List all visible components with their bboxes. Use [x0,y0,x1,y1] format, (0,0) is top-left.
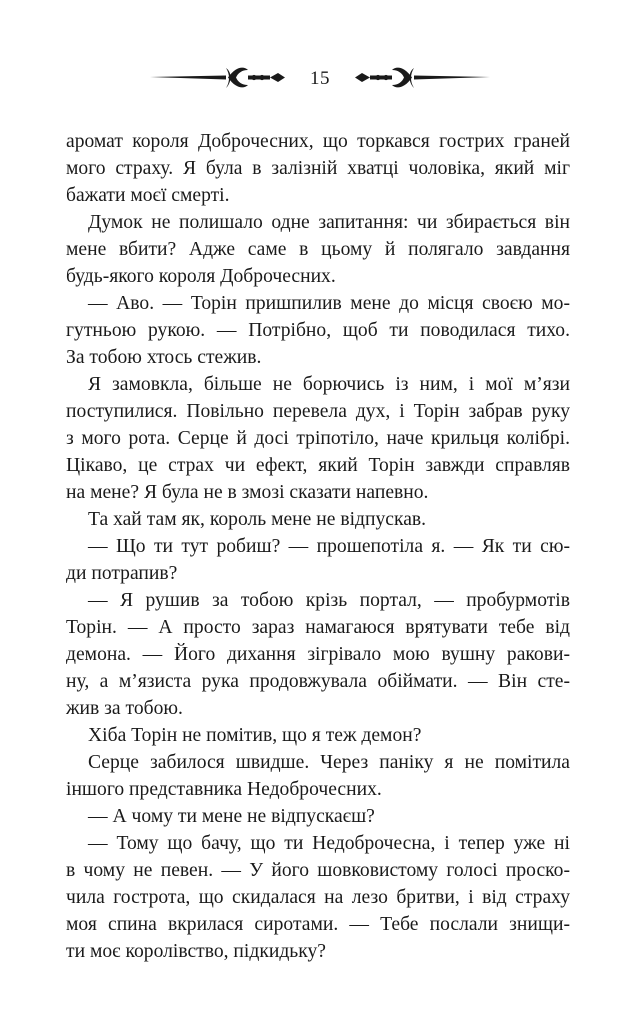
text-line: Хіба Торін не помітив, що я теж демон? [88,725,422,746]
text-line: ди потрапив? [66,563,178,584]
text-line: — А чому ти мене не відпускаєш? [88,806,375,827]
text-line: мого страху. Я була в залізній хватці чоловіка, який міг [66,158,570,179]
text-line: в чому не певен. — У його шовковистому голосі проско- [66,860,570,881]
text-line: Цікаво, це страх чи ефект, який Торін завжди справляв [66,455,570,476]
text-line: демона. — Його дихання зігрівало мою вушну ракови- [66,644,570,665]
text-line: — Я рушив за тобою крізь портал, — пробурмотів [88,590,570,611]
text-line: Та хай там як, король мене не відпускав. [88,509,427,530]
text-line: іншого представника Недоброчесних. [66,779,382,800]
text-line: — Тому що бачу, що ти Недоброчесна, і тепер уже ні [88,833,570,854]
text-line: з мого рота. Серце й досі тріпотіло, наче крильця колібрі. [66,428,570,449]
sword-ornament-icon [352,58,492,98]
text-line: Торін. — А просто зараз намагаюся врятувати тебе від [66,617,570,638]
text-line: моя спина вкрилася сиротами. — Тебе послали знищи- [66,914,570,935]
text-line: — Аво. — Торін пришпилив мене до місця своєю мо- [88,293,570,314]
text-line: аромат короля Доброчесних, що торкався гострих граней [66,131,570,152]
page-header [0,58,640,98]
text-line: поступилися. Повільно перевела дух, і Торін забрав руку [66,401,570,422]
page-number: 15 [310,68,330,89]
body-text [66,128,570,965]
text-line: бажати моєї смерті. [66,185,230,206]
text-line: мене вбити? Адже саме в цьому й полягало завдання [66,239,570,260]
sword-ornament-icon [148,58,288,98]
text-line: чила гострота, що скидалася на лезо бритви, і від страху [66,887,570,908]
text-line: гутньою рукою. — Потрібно, щоб ти поводилася тихо. [66,320,570,341]
text-line: на мене? Я була не в змозі сказати напевно. [66,482,429,503]
text-line: жив за тобою. [66,698,183,719]
text-line: Серце забилося швидше. Через паніку я не помітила [88,752,570,773]
text-line: будь-якого короля Доброчесних. [66,266,336,287]
text-line: — Що ти тут робиш? — прошепотіла я. — Як ти сю- [88,536,570,557]
text-line: ну, а м’язиста рука продовжувала обіймати. — Він сте- [66,671,570,692]
text-line: Я замовкла, більше не борючись із ним, і мої м’язи [88,374,570,395]
text-line: За тобою хтось стежив. [66,347,262,368]
text-line: Думок не полишало одне запитання: чи збирається він [88,212,570,233]
text-line: ти моє королівство, підкидьку? [66,941,326,962]
